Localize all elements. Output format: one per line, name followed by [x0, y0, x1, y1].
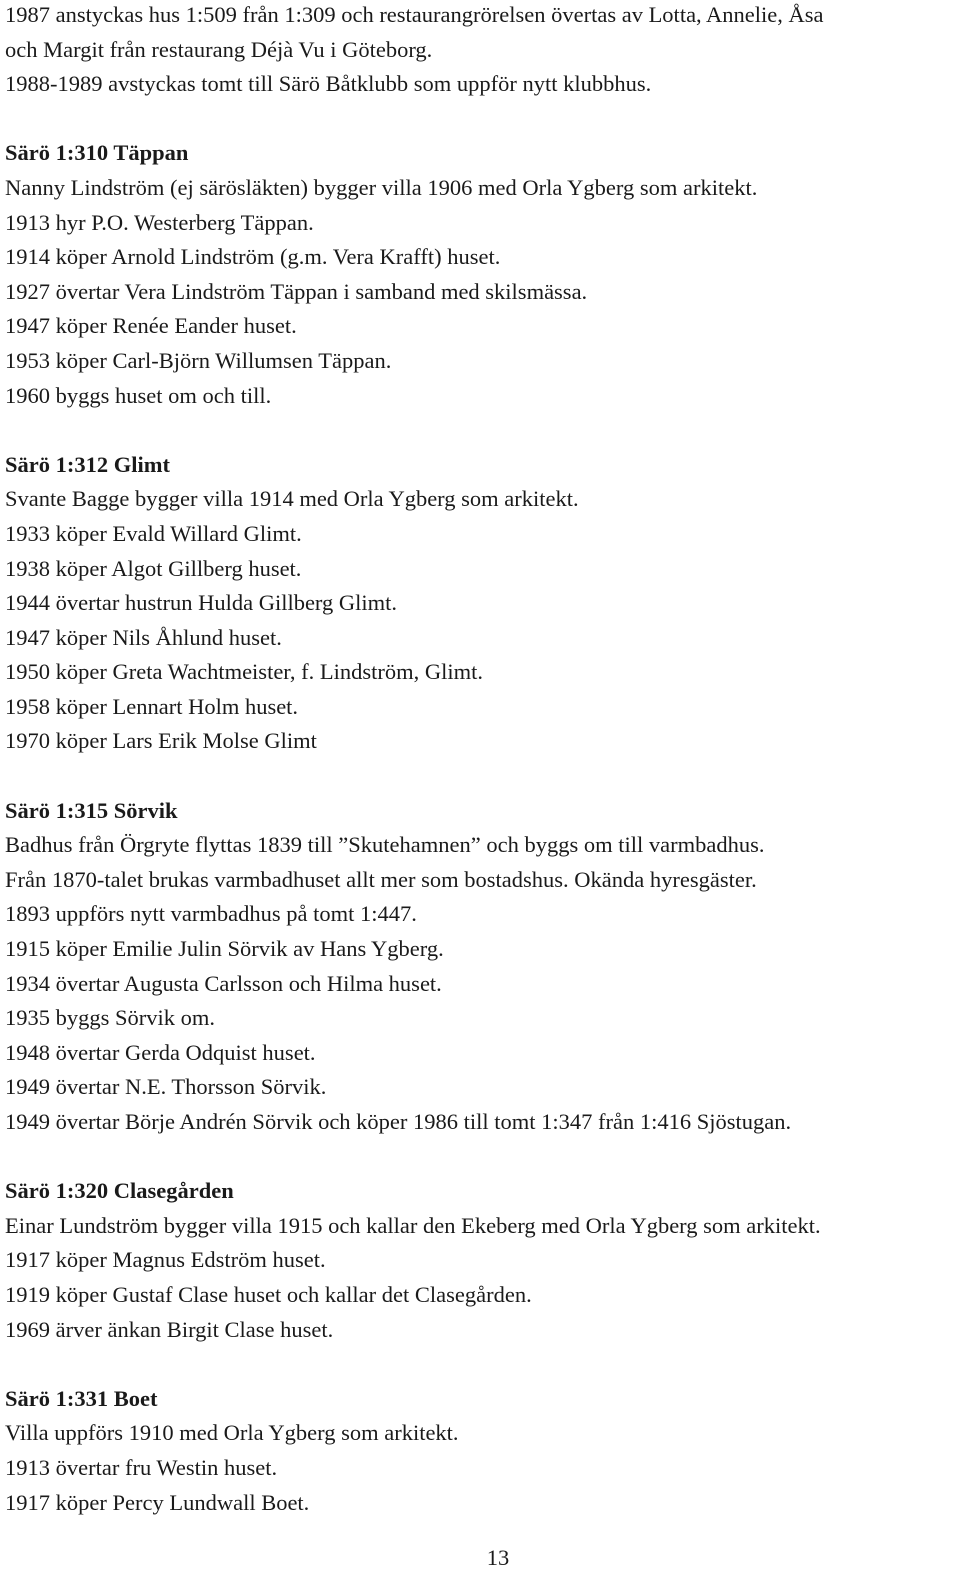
- text-line: Einar Lundström bygger villa 1915 och kallar den Ekeberg med Orla Ygberg som arkitekt.: [5, 1212, 821, 1238]
- text-line: 1969 ärver änkan Birgit Clase huset.: [5, 1316, 334, 1342]
- section-heading: Särö 1:320 Clasegården: [5, 1178, 234, 1204]
- text-line: 1988-1989 avstyckas tomt till Särö Båtklubb som uppför nytt klubbhus.: [5, 71, 652, 97]
- text-line: och Margit från restaurang Déjà Vu i Göteborg.: [5, 36, 433, 62]
- text-line: 1947 köper Nils Åhlund huset.: [5, 624, 282, 650]
- section-sorvik: [5, 794, 959, 1140]
- text-line: Från 1870-talet brukas varmbadhuset allt mer som bostadshus. Okända hyresgäster.: [5, 866, 757, 892]
- section-heading: Särö 1:310 Täppan: [5, 140, 189, 166]
- text-line: Nanny Lindström (ej särösläkten) bygger villa 1906 med Orla Ygberg som arkitekt.: [5, 174, 758, 200]
- text-line: Villa uppförs 1910 med Orla Ygberg som arkitekt.: [5, 1420, 459, 1446]
- text-line: 1913 hyr P.O. Westerberg Täppan.: [5, 209, 314, 235]
- section-heading: Särö 1:331 Boet: [5, 1385, 158, 1411]
- text-line: 1917 köper Percy Lundwall Boet.: [5, 1489, 310, 1515]
- text-line: 1934 övertar Augusta Carlsson och Hilma huset.: [5, 970, 442, 996]
- section-heading: Särö 1:315 Sörvik: [5, 797, 178, 823]
- text-line: 1950 köper Greta Wachtmeister, f. Lindström, Glimt.: [5, 659, 484, 685]
- text-line: 1944 övertar hustrun Hulda Gillberg Glimt.: [5, 590, 398, 616]
- page-number: 13: [486, 1545, 510, 1570]
- text-line: 1958 köper Lennart Holm huset.: [5, 693, 299, 719]
- text-line: 1970 köper Lars Erik Molse Glimt: [5, 728, 317, 754]
- text-line: 1927 övertar Vera Lindström Täppan i samband med skilsmässa.: [5, 278, 588, 304]
- text-line: 1949 övertar Börje Andrén Sörvik och köper 1986 till tomt 1:347 från 1:416 Sjöstugan.: [5, 1109, 792, 1134]
- intro-block: [5, 0, 959, 102]
- paragraph-gap: [5, 759, 959, 794]
- text-line: 1947 köper Renée Eander huset.: [5, 313, 297, 339]
- text-line: 1938 köper Algot Gillberg huset.: [5, 555, 302, 581]
- text-line: 1919 köper Gustaf Clase huset och kallar det Clasegården.: [5, 1281, 532, 1307]
- section-boet: [5, 1382, 959, 1520]
- section-tappan: [5, 136, 959, 413]
- paragraph-gap: [5, 1140, 959, 1175]
- text-line: 1933 köper Evald Willard Glimt.: [5, 520, 302, 546]
- document-body: [5, 0, 959, 1520]
- text-line: 1949 övertar N.E. Thorsson Sörvik.: [5, 1074, 327, 1100]
- text-line: 1935 byggs Sörvik om.: [5, 1005, 216, 1031]
- text-line: 1915 köper Emilie Julin Sörvik av Hans Ygberg.: [5, 936, 444, 962]
- paragraph-gap: [5, 102, 959, 137]
- section-heading: Särö 1:312 Glimt: [5, 451, 170, 477]
- text-line: 1948 övertar Gerda Odquist huset.: [5, 1039, 316, 1065]
- text-line: Badhus från Örgryte flyttas 1839 till ”Skutehamnen” och byggs om till varmbadhus.: [5, 832, 765, 858]
- text-line: 1913 övertar fru Westin huset.: [5, 1454, 278, 1480]
- text-line: Svante Bagge bygger villa 1914 med Orla Ygberg som arkitekt.: [5, 486, 579, 512]
- paragraph-gap: [5, 413, 959, 448]
- section-clasegarden: [5, 1174, 959, 1347]
- text-line: 1917 köper Magnus Edström huset.: [5, 1247, 326, 1273]
- text-line: 1914 köper Arnold Lindström (g.m. Vera Krafft) huset.: [5, 244, 501, 270]
- section-glimt: [5, 448, 959, 759]
- text-line: 1893 uppförs nytt varmbadhus på tomt 1:447.: [5, 901, 417, 927]
- paragraph-gap: [5, 1347, 959, 1382]
- text-line: 1960 byggs huset om och till.: [5, 382, 272, 408]
- text-line: 1953 köper Carl-Björn Willumsen Täppan.: [5, 347, 392, 373]
- text-line: 1987 anstyckas hus 1:509 från 1:309 och restaurangrörelsen övertas av Lotta, Annelie, Åsa: [5, 2, 824, 27]
